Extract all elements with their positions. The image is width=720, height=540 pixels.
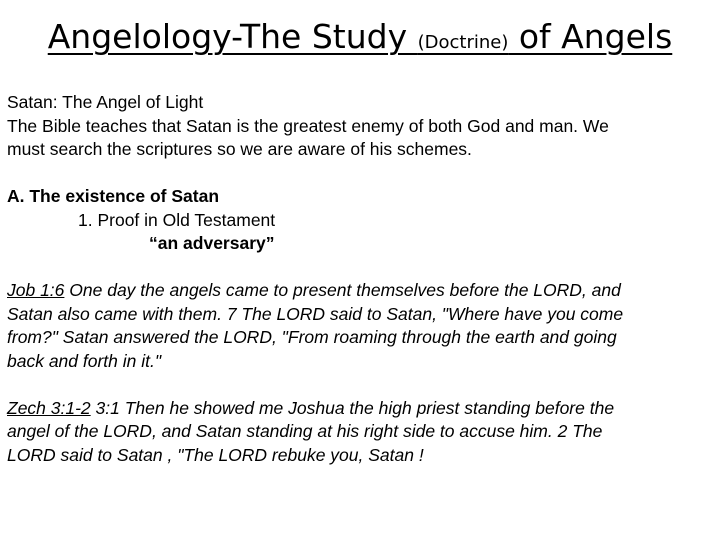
slide-title [0,14,720,66]
zech-passage-line-3: LORD said to Satan , "The LORD rebuke you, Satan ! [7,444,424,465]
job-text-1: One day the angels came to present themselves before the LORD, and [64,280,621,300]
job-passage-line-1 [7,279,717,303]
spacer [7,162,717,186]
section-heading: A. The existence of Satan [7,186,220,206]
intro-heading: Satan: The Angel of Light [7,92,204,112]
job-passage-line-3: from?" Satan answered the LORD, "From roaming through the earth and going [7,327,617,347]
job-passage-line-2: Satan also came with them. 7 The LORD said to Satan, "Where have you come [7,303,624,324]
outline-point: 1. Proof in Old Testament [78,209,276,230]
zech-passage-line-1 [7,397,717,421]
job-passage-line-4: back and forth in it." [7,350,162,371]
title-doctrine: (Doctrine) [417,32,509,53]
outline-quote: “an adversary” [149,233,275,253]
zech-passage-line-2: angel of the LORD, and Satan standing at his right side to accuse him. 2 The [7,421,603,441]
zech-text-1: 3:1 Then he showed me Joshua the high priest standing before the [90,397,615,418]
job-reference: Job 1:6 [7,280,65,300]
title-end: of Angels [508,17,673,56]
intro-line-1: The Bible teaches that Satan is the greatest enemy of both God and man. We [7,115,609,136]
intro-line-2: must search the scriptures so we are aware of his schemes. [7,139,472,159]
zech-reference: Zech 3:1-2 [7,397,91,418]
spacer [7,256,717,280]
title-main: Angelology-The Study [47,17,418,56]
spacer [7,373,717,397]
slide-body [7,91,717,467]
